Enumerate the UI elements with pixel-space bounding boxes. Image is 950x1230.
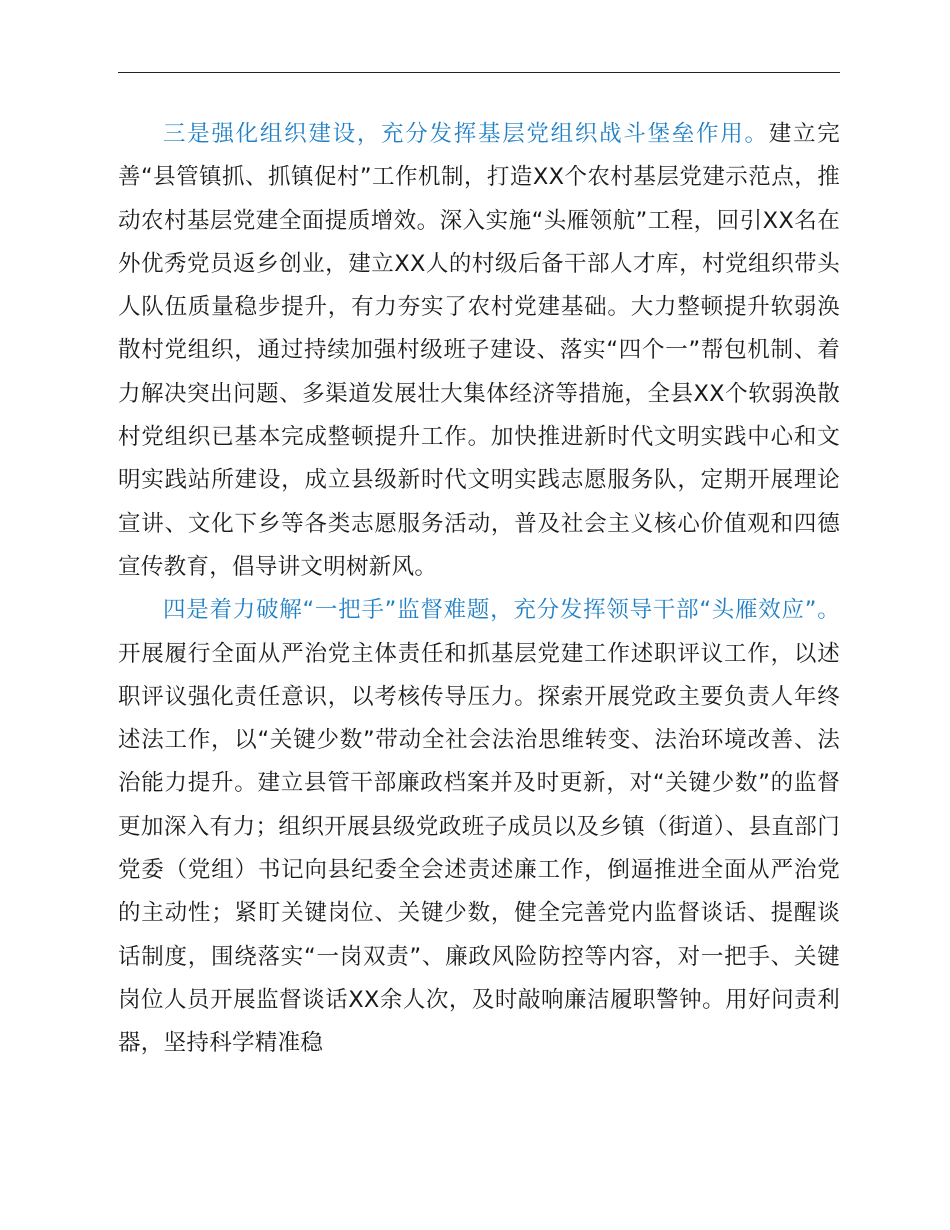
- paragraph-body: 开展履行全面从严治党主体责任和抓基层党建工作述职评议工作，以述职评议强化责任意识，以考核传导压力。探索开展党政主要负责人年终述法工作，以“关键少数”带动全社会法治思维转变、法治环境改善、法治能力提升。建立县管干部廉政档案并及时更新，对“关键少数”的监督更加深入有力；组织开展县级党政班子成员以及乡镇（街道）、县直部门党委（党组）书记向县纪委全会述责述廉工作，倒逼推进全面从严治党的主动性；紧盯关键岗位、关键少数，健全完善党内监督谈话、提醒谈话制度，围绕落实“一岗双责”、廉政风险防控等内容，对一把手、关键岗位人员开展监督谈话XX余人次，及时敲响廉洁履职警钟。用好问责利器，坚持科学精准稳: [118, 640, 840, 1057]
- document-page: [118, 113, 840, 1066]
- paragraph-supervision: [118, 589, 840, 1065]
- header-rule: [118, 72, 840, 73]
- paragraph-body: 建立完善“县管镇抓、抓镇促村”工作机制，打造XX个农村基层党建示范点，推动农村基层党建全面提质增效。深入实施“头雁领航”工程，回引XX名在外优秀党员返乡创业，建立XX人的村级后备干部人才库，村党组织带头人队伍质量稳步提升，有力夯实了农村党建基础。大力整顿提升软弱涣散村党组织，通过持续加强村级班子建设、落实“四个一”帮包机制、着力解决突出问题、多渠道发展壮大集体经济等措施，全县XX个软弱涣散村党组织已基本完成整顿提升工作。加快推进新时代文明实践中心和文明实践站所建设，成立县级新时代文明实践志愿服务队，定期开展理论宣讲、文化下乡等各类志愿服务活动，普及社会主义核心价值观和四德宣传教育，倡导讲文明树新风。: [118, 121, 840, 580]
- paragraph-organization: [118, 113, 840, 589]
- paragraph-heading: 三是强化组织建设，充分发挥基层党组织战斗堡垒作用。: [163, 121, 769, 147]
- paragraph-heading: 四是着力破解“一把手”监督难题，充分发挥领导干部“头雁效应”。: [163, 597, 840, 624]
